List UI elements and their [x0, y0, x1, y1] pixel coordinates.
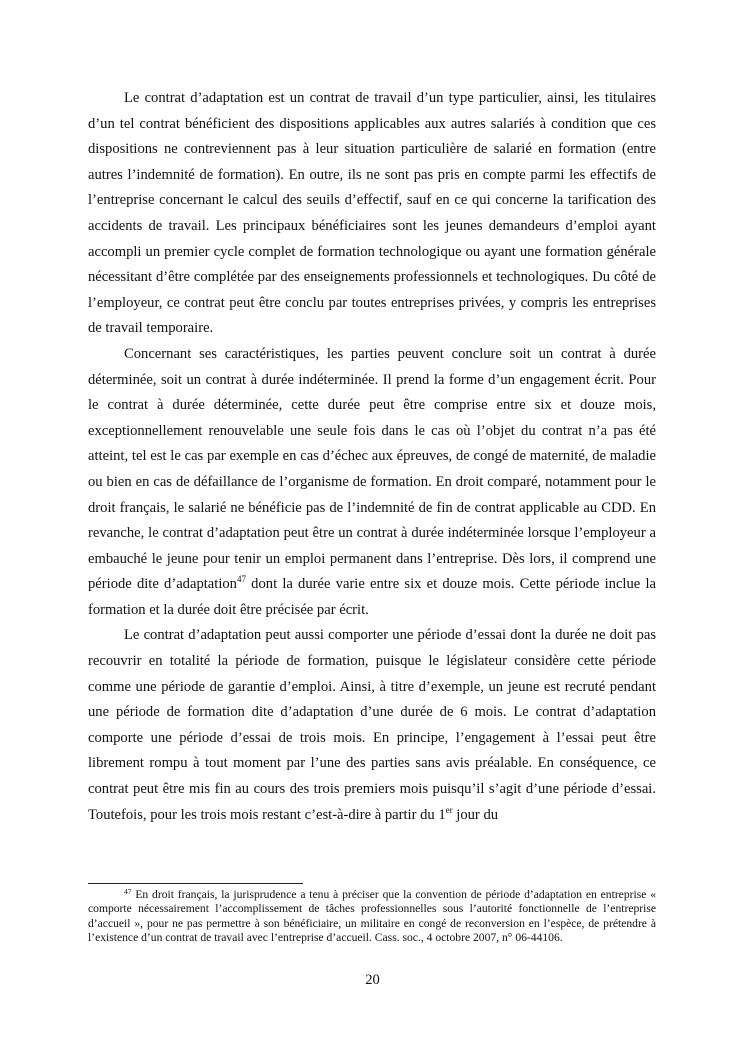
- paragraph-2: [88, 342, 656, 624]
- footnote-separator: [88, 883, 303, 884]
- paragraph-3-text-before: Le contrat d’adaptation peut aussi comporter une période d’essai dont la durée ne doit pas recouvrir en totalité la période de formation, puisque le législateur considère cette période comme une période de garantie d’emploi. Ainsi, à titre d’exemple, un jeune est recruté pendant une période de formation dite d’adaptation d’une durée de 6 mois. Le contrat d’adaptation comporte une période d’essai de trois mois. En principe, l’engagement à l’essai peut être librement rompu à tout moment par l’une des parties sans avis préalable. En conséquence, ce contrat peut être mis fin au cours des trois premiers mois puisqu’il s’agit d’une période d’essai. Toutefois, pour les trois mois restant c’est-à-dire à partir du 1: [88, 627, 656, 823]
- footnote: [88, 888, 656, 945]
- footnote-reference[interactable]: 47: [236, 574, 246, 585]
- footnote-number: 47: [124, 887, 132, 896]
- paragraph-1: [88, 86, 656, 342]
- paragraph-2-text-after: dont la durée varie entre six et douze mois. Cette période inclue la formation et la durée doit être précisée par écrit.: [88, 576, 656, 618]
- paragraph-3-text-after: jour du: [452, 806, 499, 823]
- paragraph-1-text: Le contrat d’adaptation est un contrat de travail d’un type particulier, ainsi, les titulaires d’un tel contrat bénéficient des dispositions applicables aux autres salariés à condition que ces dispositions ne contreviennent pas à leur situation particulière de salarié en formation (entre autres l’indemnité de formation). En outre, ils ne sont pas pris en compte parmi les effectifs de l’entreprise concernant le calcul des seuils d’effectif, sauf en ce qui concerne la tarification des accidents de travail. Les principaux bénéficiaires sont les jeunes demandeurs d’emploi ayant accompli un premier cycle complet de formation technologique ou ayant une formation générale nécessitant d’être complétée par des enseignements professionnels et technologiques. Du côté de l’employeur, ce contrat peut être conclu par toutes entreprises privées, y compris les entreprises de travail temporaire.: [88, 90, 656, 337]
- paragraph-3: [88, 623, 656, 828]
- main-text: [88, 86, 656, 828]
- footnote-text: En droit français, la jurisprudence a tenu à préciser que la convention de période d’adaptation en entreprise « comporte nécessairement l’accomplissement de tâches professionnelles sous l’autorité fonctionnelle de l’entreprise d’accueil », pour ne pas permettre à son bénéficiaire, un militaire en congé de reconversion en l’espèce, de prétendre à l’existence d’un contrat de travail avec l’entreprise d’accueil. Cass. soc., 4 octobre 2007, n° 06-44106.: [88, 888, 656, 944]
- footnote-paragraph: [88, 888, 656, 945]
- page-number: 20: [365, 972, 380, 988]
- ordinal-superscript: er: [445, 804, 453, 815]
- paragraph-2-text-before: Concernant ses caractéristiques, les parties peuvent conclure soit un contrat à durée déterminée, soit un contrat à durée indéterminée. Il prend la forme d’un engagement écrit. Pour le contrat à durée déterminée, cette durée peut être comprise entre six et douze mois, exceptionnellement renouvelable une seule fois dans le cas où l’objet du contrat n’a pas été atteint, tel est le cas par exemple en cas d’échec aux épreuves, de congé de maternité, de maladie ou bien en cas de défaillance de l’organisme de formation. En droit comparé, notamment pour le droit français, le salarié ne bénéficie pas de l’indemnité de fin de contrat applicable au CDD. En revanche, le contrat d’adaptation peut être un contrat à durée indéterminée lorsque l’employeur a embauché le jeune pour tenir un emploi permanent dans l’entreprise. Dès lors, il comprend une période dite d’adaptation: [88, 345, 656, 593]
